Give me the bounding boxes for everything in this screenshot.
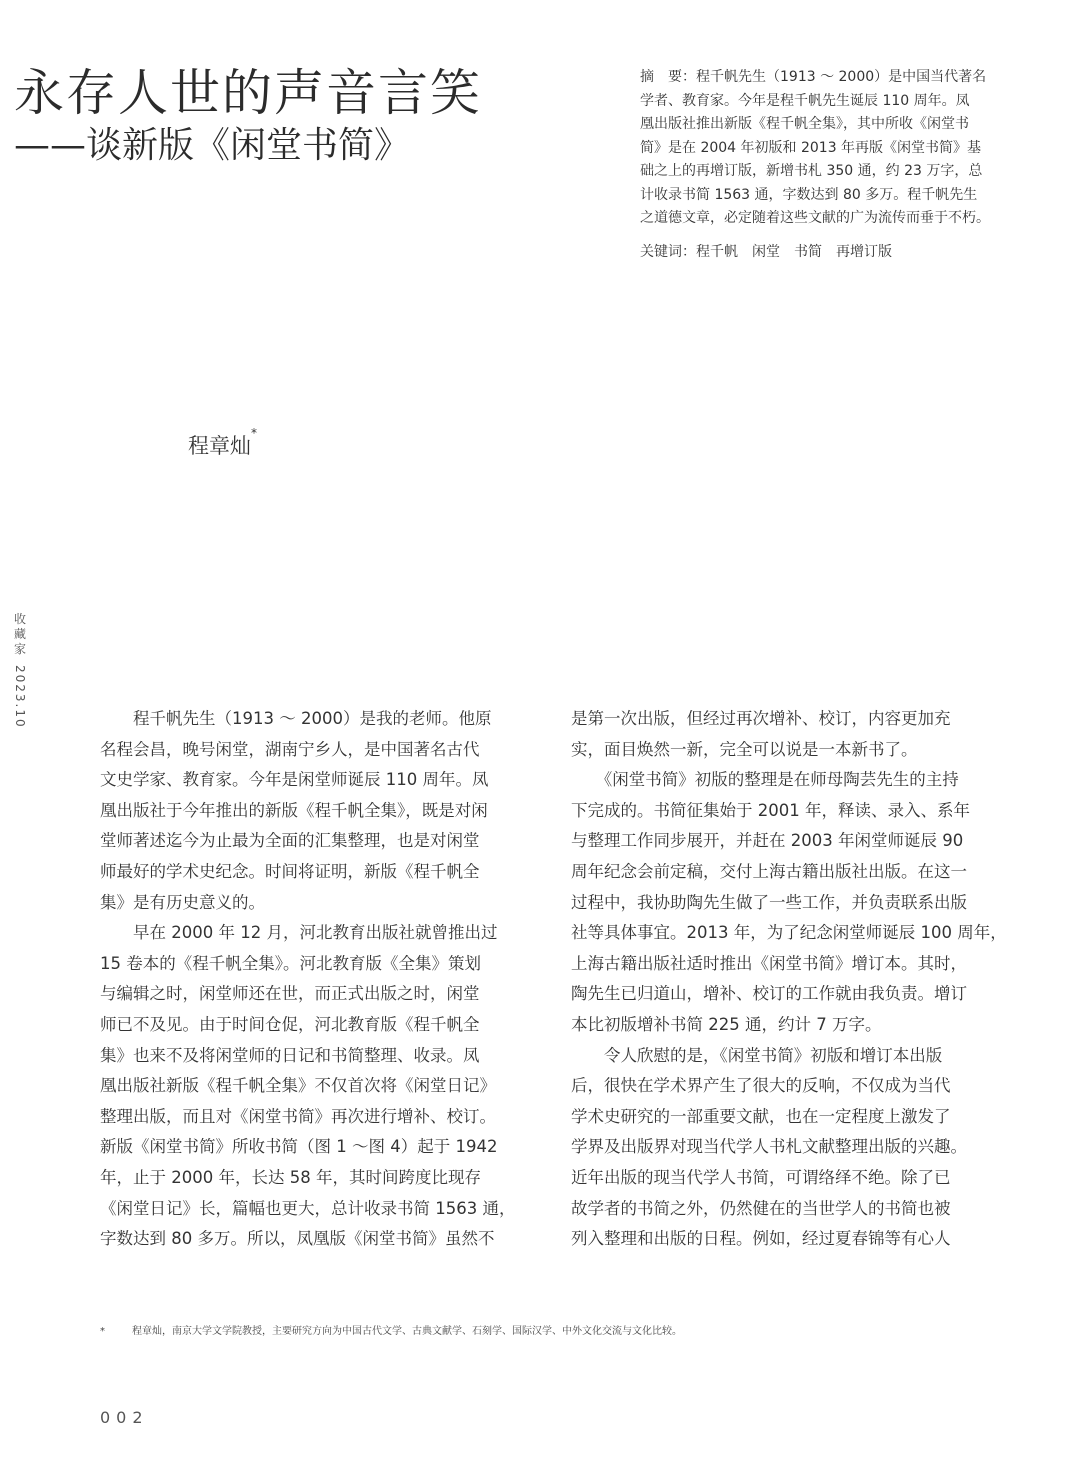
body-line: 程千帆先生（1913 ～ 2000）是我的老师。他原 — [100, 709, 492, 728]
abstract-line: 摘 要：程千帆先生（1913 ～ 2000）是中国当代著名 — [640, 69, 987, 85]
author-name: 程章灿 — [188, 434, 251, 458]
keyword: 再增订版 — [836, 244, 892, 260]
footnote-mark: * — [100, 1326, 105, 1337]
body-line: 整理出版，而且对《闲堂书简》再次进行增补、校订。 — [100, 1106, 496, 1126]
body-line: 是第一次出版，但经过再次增补、校订，内容更加充 — [571, 709, 951, 728]
body-column-right — [571, 704, 1007, 1255]
body-line: 师最好的学术史纪念。时间将证明，新版《程千帆全 — [100, 861, 480, 881]
abstract-line: 凰出版社推出新版《程千帆全集》，其中所收《闲堂书 — [640, 116, 969, 132]
body-line: 与整理工作同步展开，并赶在 2003 年闲堂师诞辰 90 — [571, 831, 964, 851]
body-line: 集》也来不及将闲堂师的日记和书简整理、收录。凤 — [100, 1045, 480, 1065]
keywords-label: 关键词： — [640, 244, 696, 260]
journal-name-char: 收 — [13, 612, 26, 626]
body-line: 近年出版的现当代学人书简，可谓络绎不绝。除了已 — [571, 1167, 951, 1187]
body-line: 《闲堂书简》初版的整理是在师母陶芸先生的主持 — [571, 770, 959, 790]
body-line: 学术史研究的一部重要文献，也在一定程度上激发了 — [571, 1106, 951, 1126]
journal-name-char: 家 — [13, 642, 26, 656]
body-line: 下完成的。书简征集始于 2001 年，释读、录入、系年 — [571, 800, 970, 820]
body-line: 凰出版社于今年推出的新版《程千帆全集》，既是对闲 — [100, 800, 488, 820]
body-line: 实，面目焕然一新，完全可以说是一本新书了。 — [571, 739, 918, 759]
body-line: 集》是有历史意义的。 — [100, 892, 265, 912]
abstract-line: 之道德文章，必定随着这些文献的广为流传而垂于不朽。 — [640, 210, 990, 226]
footnote-text: 程章灿，南京大学文学院教授，主要研究方向为中国古代文学、古典文献学、石刻学、国际汉学、中外文化交流与文化比较。 — [132, 1326, 682, 1337]
body-line: 列入整理和出版的日程。例如，经过夏春锦等有心人 — [571, 1229, 951, 1249]
keyword: 闲堂 — [752, 244, 780, 260]
body-line: 过程中，我协助陶先生做了一些工作，并负责联系出版 — [571, 892, 967, 912]
body-line: 15 卷本的《程千帆全集》。河北教育版《全集》策划 — [100, 953, 481, 973]
body-line: 与编辑之时，闲堂师还在世，而正式出版之时，闲堂 — [100, 984, 480, 1004]
body-line: 《闲堂日记》长，篇幅也更大，总计收录书简 1563 通， — [100, 1198, 516, 1218]
body-line: 学界及出版界对现当代学人书札文献整理出版的兴趣。 — [571, 1137, 967, 1157]
author-byline — [188, 426, 257, 460]
body-line: 本比初版增补书简 225 通，约计 7 万字。 — [571, 1014, 882, 1034]
body-line: 社等具体事宜。2013 年，为了纪念闲堂师诞辰 100 周年， — [571, 923, 1007, 943]
body-line: 令人欣慰的是，《闲堂书简》初版和增订本出版 — [571, 1045, 943, 1065]
journal-issue: 2023.10 — [13, 665, 27, 729]
abstract-line: 学者、教育家。今年是程千帆先生诞辰 110 周年。凤 — [640, 92, 970, 109]
keyword: 程千帆 — [696, 244, 738, 260]
abstract-line: 简》是在 2004 年初版和 2013 年再版《闲堂书简》基 — [640, 139, 982, 156]
body-line: 文史学家、教育家。今年是闲堂师诞辰 110 周年。凤 — [100, 770, 489, 790]
body-line: 故学者的书简之外，仍然健在的当世学人的书简也被 — [571, 1198, 951, 1218]
body-line: 新版《闲堂书简》所收书简（图 1 ～图 4）起于 1942 — [100, 1137, 498, 1157]
abstract-line: 础之上的再增订版，新增书札 350 通，约 23 万字，总 — [640, 163, 983, 179]
author-footnote-mark: * — [251, 426, 257, 440]
footnote — [100, 1322, 682, 1337]
keyword: 书简 — [794, 244, 822, 260]
body-column-left — [100, 704, 536, 1255]
keywords — [640, 241, 906, 261]
abstract-line: 计收录书简 1563 通，字数达到 80 多万。程千帆先生 — [640, 186, 978, 203]
body-line: 堂师著述迄今为止最为全面的汇集整理，也是对闲堂 — [100, 831, 480, 851]
body-line: 师已不及见。由于时间仓促，河北教育版《程千帆全 — [100, 1014, 480, 1034]
body-line: 后，很快在学术界产生了很大的反响，不仅成为当代 — [571, 1076, 951, 1096]
page-number: 002 — [100, 1408, 149, 1427]
journal-name-char: 藏 — [13, 627, 26, 641]
body-line: 周年纪念会前定稿，交付上海古籍出版社出版。在这一 — [571, 861, 967, 881]
body-line: 字数达到 80 多万。所以，凤凰版《闲堂书简》虽然不 — [100, 1229, 495, 1249]
body-line: 年，止于 2000 年，长达 58 年，其时间跨度比现存 — [100, 1167, 481, 1187]
article-subtitle: ——谈新版《闲堂书简》 — [14, 125, 411, 166]
body-line: 凰出版社新版《程千帆全集》不仅首次将《闲堂日记》 — [100, 1076, 496, 1096]
journal-sidebar — [12, 612, 28, 729]
body-line: 陶先生已归道山，增补、校订的工作就由我负责。增订 — [571, 984, 967, 1004]
body-line: 上海古籍出版社适时推出《闲堂书简》增订本。其时， — [571, 953, 967, 973]
body-line: 早在 2000 年 12 月，河北教育出版社就曾推出过 — [100, 923, 498, 943]
body-line: 名程会昌，晚号闲堂，湖南宁乡人，是中国著名古代 — [100, 739, 480, 759]
article-title: 永存人世的声音言笑 — [14, 64, 482, 122]
abstract — [640, 66, 1012, 231]
